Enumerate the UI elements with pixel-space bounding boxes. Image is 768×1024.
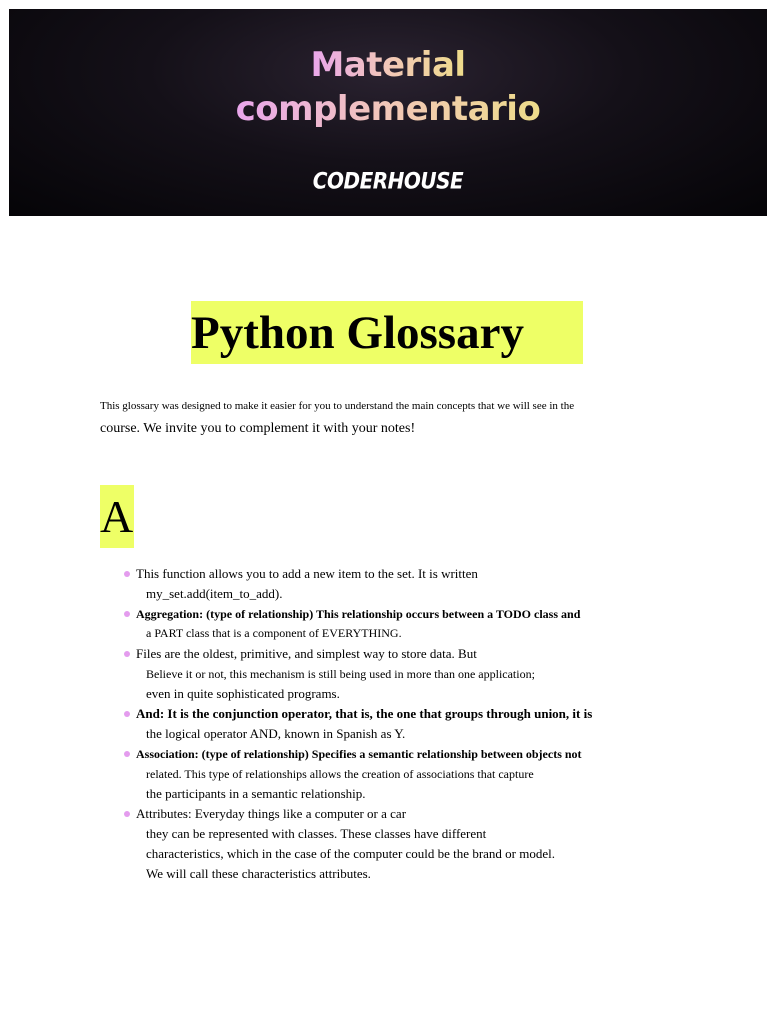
entry-line: Aggregation: (type of relationship) This relationship occurs between a TODO class and — [136, 607, 581, 621]
section-letter-highlight — [100, 485, 134, 548]
entry-line: the logical operator AND, known in Spanish as Y. — [146, 726, 406, 741]
bullet-icon — [124, 571, 130, 577]
bullet-icon — [124, 651, 130, 657]
header-banner — [9, 9, 767, 216]
bullet-icon — [124, 711, 130, 717]
entry-line: the participants in a semantic relationship. — [146, 786, 366, 801]
banner-title-line1: Material — [310, 45, 466, 85]
entry-line: even in quite sophisticated programs. — [146, 686, 340, 701]
entry-line: they can be represented with classes. These classes have different — [146, 826, 487, 841]
intro-text-line2: course. We invite you to complement it with your notes! — [100, 421, 416, 436]
entry-line: We will call these characteristics attributes. — [146, 866, 371, 881]
entry-line: Files are the oldest, primitive, and simplest way to store data. But — [136, 646, 477, 661]
entry-line: Attributes: Everyday things like a computer or a car — [136, 806, 407, 821]
entry-line: characteristics, which in the case of the computer could be the brand or model. — [146, 846, 555, 861]
intro-text-line1: This glossary was designed to make it easier for you to understand the main concepts that we will see in the — [100, 400, 575, 412]
entry-line: my_set.add(item_to_add). — [146, 586, 283, 601]
entry-line: Believe it or not, this mechanism is still being used in more than one application; — [146, 667, 535, 681]
coderhouse-logo: CODERHOUSE — [312, 167, 464, 195]
entry-line: a PART class that is a component of EVERYTHING. — [146, 626, 402, 640]
banner-title-line2: complementario — [235, 89, 541, 129]
entry-line: This function allows you to add a new item to the set. It is written — [136, 566, 478, 581]
bullet-icon — [124, 811, 130, 817]
entry-line: Association: (type of relationship) Specifies a semantic relationship between objects not — [136, 747, 582, 761]
document-title: Python Glossary — [191, 307, 524, 359]
banner-title — [9, 43, 767, 131]
bullet-icon — [124, 611, 130, 617]
bullet-icon — [124, 751, 130, 757]
section-letter: A — [100, 491, 134, 542]
entry-line: related. This type of relationships allows the creation of associations that capture — [146, 767, 534, 781]
document-title-highlight — [191, 301, 583, 364]
entry-line: And: It is the conjunction operator, that is, the one that groups through union, it is — [136, 706, 593, 721]
